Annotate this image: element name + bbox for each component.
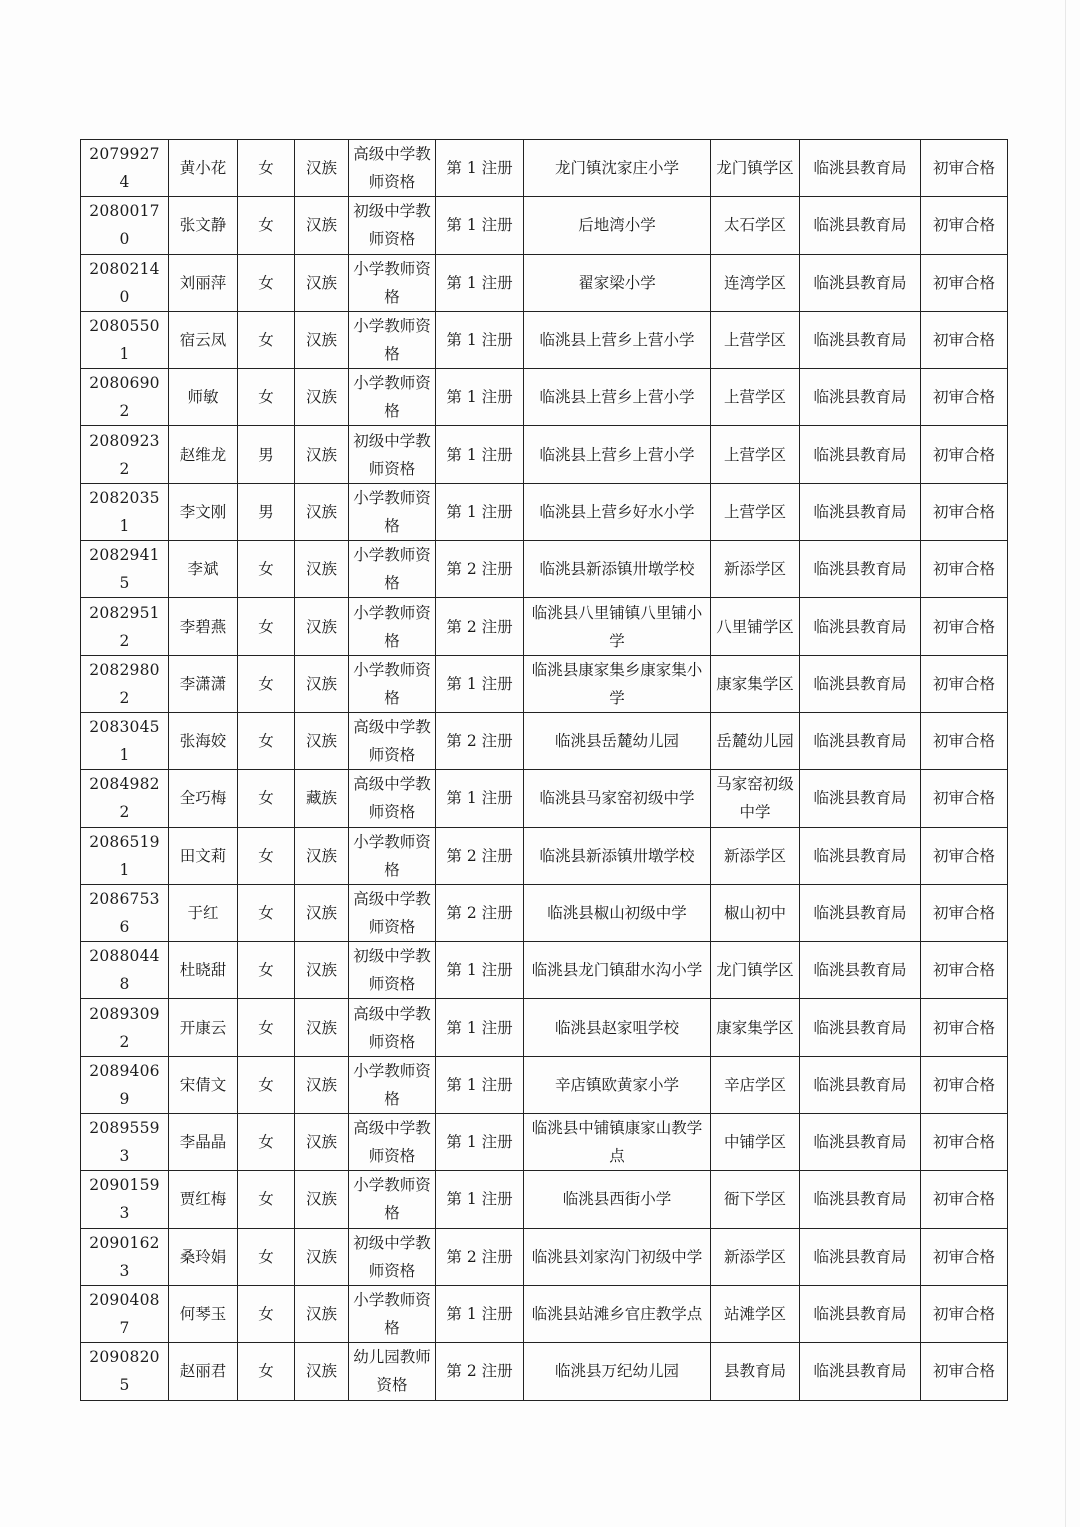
school-cell: 临洮县万纪幼儿园 <box>524 1343 711 1400</box>
ethnicity-cell: 汉族 <box>295 197 349 254</box>
authority-cell: 临洮县教育局 <box>800 884 921 941</box>
ethnicity-cell: 汉族 <box>295 483 349 540</box>
table-row <box>81 369 1008 426</box>
review-result-cell: 初审合格 <box>921 254 1008 311</box>
authority-cell: 临洮县教育局 <box>800 1285 921 1342</box>
review-result-cell: 初审合格 <box>921 1056 1008 1113</box>
gender-cell: 女 <box>238 884 295 941</box>
gender-cell: 女 <box>238 712 295 769</box>
ethnicity-cell: 汉族 <box>295 884 349 941</box>
gender-cell: 女 <box>238 598 295 655</box>
authority-cell: 临洮县教育局 <box>800 140 921 197</box>
name-cell: 全巧梅 <box>169 770 238 827</box>
authority-cell: 临洮县教育局 <box>800 254 921 311</box>
school-cell: 临洮县康家集乡康家集小学 <box>524 655 711 712</box>
qualification-cell: 小学教师资格 <box>349 1171 436 1228</box>
teacher-id-cell: 20901623 <box>81 1228 169 1285</box>
review-result-cell: 初审合格 <box>921 140 1008 197</box>
district-cell: 龙门镇学区 <box>711 942 800 999</box>
teacher-id-cell: 20908205 <box>81 1343 169 1400</box>
school-cell: 临洮县椒山初级中学 <box>524 884 711 941</box>
district-cell: 八里铺学区 <box>711 598 800 655</box>
review-result-cell: 初审合格 <box>921 770 1008 827</box>
review-result-cell: 初审合格 <box>921 311 1008 368</box>
name-cell: 李潇潇 <box>169 655 238 712</box>
qualification-cell: 小学教师资格 <box>349 655 436 712</box>
table-row <box>81 311 1008 368</box>
school-cell: 辛店镇欧黄家小学 <box>524 1056 711 1113</box>
teacher-id-cell: 20893092 <box>81 999 169 1056</box>
table-row <box>81 827 1008 884</box>
name-cell: 杜晓甜 <box>169 942 238 999</box>
table-row <box>81 655 1008 712</box>
table-row <box>81 1343 1008 1400</box>
review-result-cell: 初审合格 <box>921 1343 1008 1400</box>
school-cell: 龙门镇沈家庄小学 <box>524 140 711 197</box>
teacher-id-cell: 20880448 <box>81 942 169 999</box>
teacher-id-cell: 20799274 <box>81 140 169 197</box>
review-result-cell: 初审合格 <box>921 1285 1008 1342</box>
review-result-cell: 初审合格 <box>921 1171 1008 1228</box>
gender-cell: 女 <box>238 655 295 712</box>
teacher-id-cell: 20820351 <box>81 483 169 540</box>
table-row <box>81 884 1008 941</box>
registration-cell: 第 2 注册 <box>436 712 524 769</box>
district-cell: 椒山初中 <box>711 884 800 941</box>
teacher-id-cell: 20802140 <box>81 254 169 311</box>
registration-cell: 第 1 注册 <box>436 655 524 712</box>
teacher-id-cell: 20895593 <box>81 1114 169 1171</box>
name-cell: 李文刚 <box>169 483 238 540</box>
table-row <box>81 541 1008 598</box>
authority-cell: 临洮县教育局 <box>800 1056 921 1113</box>
registration-cell: 第 1 注册 <box>436 426 524 483</box>
authority-cell: 临洮县教育局 <box>800 369 921 426</box>
school-cell: 临洮县岳麓幼儿园 <box>524 712 711 769</box>
name-cell: 师敏 <box>169 369 238 426</box>
qualification-cell: 初级中学教师资格 <box>349 1228 436 1285</box>
gender-cell: 女 <box>238 1114 295 1171</box>
registration-cell: 第 1 注册 <box>436 1056 524 1113</box>
qualification-cell: 高级中学教师资格 <box>349 770 436 827</box>
review-result-cell: 初审合格 <box>921 827 1008 884</box>
teacher-id-cell: 20901593 <box>81 1171 169 1228</box>
qualification-cell: 小学教师资格 <box>349 254 436 311</box>
authority-cell: 临洮县教育局 <box>800 770 921 827</box>
teacher-id-cell: 20829415 <box>81 541 169 598</box>
authority-cell: 临洮县教育局 <box>800 541 921 598</box>
district-cell: 马家窑初级中学 <box>711 770 800 827</box>
district-cell: 新添学区 <box>711 1228 800 1285</box>
review-result-cell: 初审合格 <box>921 655 1008 712</box>
gender-cell: 女 <box>238 1285 295 1342</box>
teacher-id-cell: 20800170 <box>81 197 169 254</box>
gender-cell: 女 <box>238 1056 295 1113</box>
registration-cell: 第 1 注册 <box>436 1171 524 1228</box>
school-cell: 临洮县上营乡上营小学 <box>524 426 711 483</box>
teacher-id-cell: 20806902 <box>81 369 169 426</box>
review-result-cell: 初审合格 <box>921 483 1008 540</box>
district-cell: 县教育局 <box>711 1343 800 1400</box>
qualification-cell: 初级中学教师资格 <box>349 426 436 483</box>
teacher-id-cell: 20829512 <box>81 598 169 655</box>
authority-cell: 临洮县教育局 <box>800 1171 921 1228</box>
teacher-id-cell: 20805501 <box>81 311 169 368</box>
table-row <box>81 426 1008 483</box>
district-cell: 太石学区 <box>711 197 800 254</box>
registration-cell: 第 2 注册 <box>436 598 524 655</box>
ethnicity-cell: 汉族 <box>295 1228 349 1285</box>
teacher-id-cell: 20904087 <box>81 1285 169 1342</box>
review-result-cell: 初审合格 <box>921 1114 1008 1171</box>
review-result-cell: 初审合格 <box>921 999 1008 1056</box>
gender-cell: 女 <box>238 999 295 1056</box>
teacher-registration-table <box>80 139 1008 1401</box>
school-cell: 临洮县新添镇卅墩学校 <box>524 541 711 598</box>
table-row <box>81 483 1008 540</box>
district-cell: 中铺学区 <box>711 1114 800 1171</box>
district-cell: 上营学区 <box>711 483 800 540</box>
table-row <box>81 712 1008 769</box>
qualification-cell: 初级中学教师资格 <box>349 197 436 254</box>
table-row <box>81 770 1008 827</box>
teacher-id-cell: 20830451 <box>81 712 169 769</box>
review-result-cell: 初审合格 <box>921 942 1008 999</box>
gender-cell: 女 <box>238 942 295 999</box>
review-result-cell: 初审合格 <box>921 197 1008 254</box>
school-cell: 临洮县上营乡上营小学 <box>524 369 711 426</box>
ethnicity-cell: 汉族 <box>295 1056 349 1113</box>
authority-cell: 临洮县教育局 <box>800 598 921 655</box>
school-cell: 临洮县龙门镇甜水沟小学 <box>524 942 711 999</box>
table-row <box>81 140 1008 197</box>
name-cell: 于红 <box>169 884 238 941</box>
teacher-id-cell: 20829802 <box>81 655 169 712</box>
registration-cell: 第 1 注册 <box>436 1285 524 1342</box>
school-cell: 后地湾小学 <box>524 197 711 254</box>
registration-cell: 第 1 注册 <box>436 140 524 197</box>
district-cell: 龙门镇学区 <box>711 140 800 197</box>
authority-cell: 临洮县教育局 <box>800 999 921 1056</box>
name-cell: 张海姣 <box>169 712 238 769</box>
gender-cell: 女 <box>238 1228 295 1285</box>
registration-cell: 第 1 注册 <box>436 197 524 254</box>
district-cell: 上营学区 <box>711 311 800 368</box>
school-cell: 临洮县刘家沟门初级中学 <box>524 1228 711 1285</box>
ethnicity-cell: 汉族 <box>295 254 349 311</box>
table-row <box>81 254 1008 311</box>
authority-cell: 临洮县教育局 <box>800 1114 921 1171</box>
name-cell: 桑玲娟 <box>169 1228 238 1285</box>
gender-cell: 女 <box>238 541 295 598</box>
ethnicity-cell: 汉族 <box>295 1171 349 1228</box>
review-result-cell: 初审合格 <box>921 426 1008 483</box>
registration-cell: 第 1 注册 <box>436 770 524 827</box>
gender-cell: 女 <box>238 1343 295 1400</box>
district-cell: 连湾学区 <box>711 254 800 311</box>
table-row <box>81 197 1008 254</box>
school-cell: 临洮县马家窑初级中学 <box>524 770 711 827</box>
authority-cell: 临洮县教育局 <box>800 311 921 368</box>
qualification-cell: 小学教师资格 <box>349 1285 436 1342</box>
district-cell: 新添学区 <box>711 827 800 884</box>
registration-cell: 第 1 注册 <box>436 999 524 1056</box>
name-cell: 张文静 <box>169 197 238 254</box>
teacher-id-cell: 20849822 <box>81 770 169 827</box>
ethnicity-cell: 汉族 <box>295 712 349 769</box>
table-row <box>81 1056 1008 1113</box>
qualification-cell: 高级中学教师资格 <box>349 884 436 941</box>
name-cell: 宋倩文 <box>169 1056 238 1113</box>
qualification-cell: 幼儿园教师资格 <box>349 1343 436 1400</box>
registration-cell: 第 1 注册 <box>436 369 524 426</box>
district-cell: 站滩学区 <box>711 1285 800 1342</box>
registration-cell: 第 2 注册 <box>436 541 524 598</box>
teacher-id-cell: 20894069 <box>81 1056 169 1113</box>
ethnicity-cell: 汉族 <box>295 1114 349 1171</box>
qualification-cell: 小学教师资格 <box>349 369 436 426</box>
district-cell: 岳麓幼儿园 <box>711 712 800 769</box>
qualification-cell: 高级中学教师资格 <box>349 999 436 1056</box>
name-cell: 刘丽萍 <box>169 254 238 311</box>
ethnicity-cell: 汉族 <box>295 655 349 712</box>
ethnicity-cell: 汉族 <box>295 827 349 884</box>
ethnicity-cell: 汉族 <box>295 311 349 368</box>
qualification-cell: 高级中学教师资格 <box>349 140 436 197</box>
registration-cell: 第 2 注册 <box>436 884 524 941</box>
gender-cell: 女 <box>238 1171 295 1228</box>
district-cell: 衙下学区 <box>711 1171 800 1228</box>
authority-cell: 临洮县教育局 <box>800 712 921 769</box>
ethnicity-cell: 汉族 <box>295 541 349 598</box>
gender-cell: 男 <box>238 483 295 540</box>
school-cell: 临洮县站滩乡官庄教学点 <box>524 1285 711 1342</box>
authority-cell: 临洮县教育局 <box>800 827 921 884</box>
ethnicity-cell: 汉族 <box>295 598 349 655</box>
name-cell: 李晶晶 <box>169 1114 238 1171</box>
table-row <box>81 1285 1008 1342</box>
review-result-cell: 初审合格 <box>921 369 1008 426</box>
name-cell: 赵丽君 <box>169 1343 238 1400</box>
district-cell: 上营学区 <box>711 369 800 426</box>
district-cell: 康家集学区 <box>711 655 800 712</box>
ethnicity-cell: 汉族 <box>295 369 349 426</box>
registration-cell: 第 1 注册 <box>436 942 524 999</box>
school-cell: 临洮县上营乡好水小学 <box>524 483 711 540</box>
teacher-id-cell: 20809232 <box>81 426 169 483</box>
authority-cell: 临洮县教育局 <box>800 1343 921 1400</box>
school-cell: 临洮县赵家咀学校 <box>524 999 711 1056</box>
district-cell: 康家集学区 <box>711 999 800 1056</box>
school-cell: 临洮县中铺镇康家山教学点 <box>524 1114 711 1171</box>
review-result-cell: 初审合格 <box>921 541 1008 598</box>
teacher-id-cell: 20865191 <box>81 827 169 884</box>
ethnicity-cell: 汉族 <box>295 999 349 1056</box>
school-cell: 翟家梁小学 <box>524 254 711 311</box>
qualification-cell: 小学教师资格 <box>349 598 436 655</box>
table-row <box>81 1114 1008 1171</box>
qualification-cell: 小学教师资格 <box>349 827 436 884</box>
ethnicity-cell: 汉族 <box>295 426 349 483</box>
district-cell: 辛店学区 <box>711 1056 800 1113</box>
review-result-cell: 初审合格 <box>921 884 1008 941</box>
table-row <box>81 942 1008 999</box>
qualification-cell: 小学教师资格 <box>349 541 436 598</box>
gender-cell: 女 <box>238 827 295 884</box>
name-cell: 田文莉 <box>169 827 238 884</box>
table-row <box>81 1171 1008 1228</box>
ethnicity-cell: 汉族 <box>295 1285 349 1342</box>
ethnicity-cell: 汉族 <box>295 140 349 197</box>
name-cell: 何琴玉 <box>169 1285 238 1342</box>
gender-cell: 女 <box>238 140 295 197</box>
table-body <box>81 140 1008 1401</box>
review-result-cell: 初审合格 <box>921 712 1008 769</box>
authority-cell: 临洮县教育局 <box>800 426 921 483</box>
gender-cell: 女 <box>238 369 295 426</box>
registration-cell: 第 1 注册 <box>436 1114 524 1171</box>
name-cell: 赵维龙 <box>169 426 238 483</box>
qualification-cell: 小学教师资格 <box>349 311 436 368</box>
authority-cell: 临洮县教育局 <box>800 197 921 254</box>
name-cell: 贾红梅 <box>169 1171 238 1228</box>
name-cell: 李碧燕 <box>169 598 238 655</box>
gender-cell: 女 <box>238 197 295 254</box>
review-result-cell: 初审合格 <box>921 1228 1008 1285</box>
registration-cell: 第 2 注册 <box>436 1343 524 1400</box>
table-row <box>81 598 1008 655</box>
school-cell: 临洮县八里铺镇八里铺小学 <box>524 598 711 655</box>
gender-cell: 女 <box>238 254 295 311</box>
school-cell: 临洮县上营乡上营小学 <box>524 311 711 368</box>
gender-cell: 男 <box>238 426 295 483</box>
name-cell: 黄小花 <box>169 140 238 197</box>
registration-cell: 第 1 注册 <box>436 311 524 368</box>
registration-cell: 第 2 注册 <box>436 827 524 884</box>
qualification-cell: 初级中学教师资格 <box>349 942 436 999</box>
registration-cell: 第 2 注册 <box>436 1228 524 1285</box>
district-cell: 新添学区 <box>711 541 800 598</box>
authority-cell: 临洮县教育局 <box>800 655 921 712</box>
name-cell: 宿云凤 <box>169 311 238 368</box>
school-cell: 临洮县西街小学 <box>524 1171 711 1228</box>
authority-cell: 临洮县教育局 <box>800 1228 921 1285</box>
table-row <box>81 999 1008 1056</box>
registration-cell: 第 1 注册 <box>436 483 524 540</box>
district-cell: 上营学区 <box>711 426 800 483</box>
ethnicity-cell: 汉族 <box>295 942 349 999</box>
table-row <box>81 1228 1008 1285</box>
gender-cell: 女 <box>238 770 295 827</box>
name-cell: 开康云 <box>169 999 238 1056</box>
scan-edge-line <box>1065 0 1066 1527</box>
qualification-cell: 高级中学教师资格 <box>349 712 436 769</box>
gender-cell: 女 <box>238 311 295 368</box>
qualification-cell: 高级中学教师资格 <box>349 1114 436 1171</box>
name-cell: 李斌 <box>169 541 238 598</box>
ethnicity-cell: 藏族 <box>295 770 349 827</box>
registration-cell: 第 1 注册 <box>436 254 524 311</box>
qualification-cell: 小学教师资格 <box>349 1056 436 1113</box>
teacher-id-cell: 20867536 <box>81 884 169 941</box>
review-result-cell: 初审合格 <box>921 598 1008 655</box>
ethnicity-cell: 汉族 <box>295 1343 349 1400</box>
authority-cell: 临洮县教育局 <box>800 942 921 999</box>
authority-cell: 临洮县教育局 <box>800 483 921 540</box>
school-cell: 临洮县新添镇卅墩学校 <box>524 827 711 884</box>
qualification-cell: 小学教师资格 <box>349 483 436 540</box>
